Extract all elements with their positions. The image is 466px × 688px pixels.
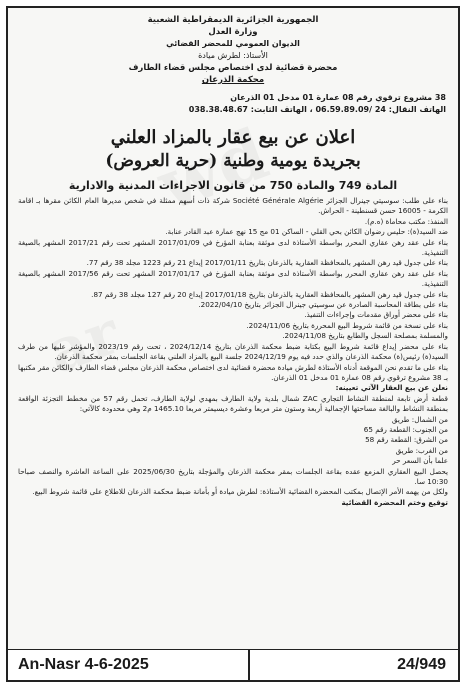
publication-name: An-Nasr 4-6-2025 <box>18 656 149 673</box>
publication-footer <box>8 649 458 680</box>
signature-line: توقيع وختم المحضرة القضائية <box>341 497 448 507</box>
legal-notice <box>6 6 460 682</box>
contact-note: ولكل من يهمه الأمر الإتصال بمكتب المحضرة القضائية الأستاذة: لطرش ميادة أو بأمانة ضبط محكمة الذرعان للاطلاع على قائمة شروط البيع. <box>32 487 448 497</box>
body-paragraph: بناء على جدول قيد رهن المشهر بالمحافظة العقارية بالذرعان بتاريخ 2017/01/11 إيداع 21 رقم 1223 مجلد 38 رقم 77. <box>86 258 448 268</box>
price-note: علما بأن السعر حر <box>392 456 448 466</box>
boundary-north: من الشمال: طريق <box>391 414 448 424</box>
notice-subtitle: بجريدة يومية وطنية (حرية العروض) <box>105 151 361 171</box>
body-paragraph: بناء على جدول قيد رهن المشهر بالمحافظة العقارية بالذرعان بتاريخ 2017/01/18 إيداع 20 رقم 127 مجلد 38 رقم 87. <box>91 289 448 299</box>
body-paragraph: بناء على محضر أوراق مقدمات وإجراءات التنفيذ. <box>304 310 448 320</box>
ministry-name: وزارة العدل <box>208 27 258 37</box>
body-paragraph: المنفذ: مكتب محاماة (ه.م). <box>364 216 448 226</box>
body-paragraph: بناء على عقد رهن عقاري المحرر بواسطة الأستاذة لدى موثقة بعنابة المؤرخ في 2017/01/09 المشهر تحت رقم 2017/21 المشهر بالصيغة التنفيذية. <box>18 237 448 258</box>
property-description: قطعة أرض تابعة لمنطقة النشاط التجاري ZAC شمال بلدية ولاية الطارف بمهدي لولاية الطارف، تحمل رقم 57 من مخطط التجزئة الواقعة بمنطقة النشاط والبالغة مساحتها الإجمالية أربعة وستون متر مربعا وعشرة ديسيمتر مربعا 1465.10 م2 وهي محدودة كالآتي: <box>18 393 448 414</box>
office-address: 38 مشروع ترقوي رقم 08 عمارة 01 مدخل 01 الذرعان <box>230 93 446 102</box>
republic-name: الجمهورية الجزائرية الديمقراطية الشعبية <box>147 15 319 25</box>
body-paragraph: بناء على محضر إيداع قائمة شروط البيع بكتابة ضبط محكمة الذرعان بتاريخ 2024/12/14 ، تحت رقم 2023/19 والمؤشر عليها من طرف السيد(ة) رئيس(ة) محكمة الذرعان والذي حدد فيه يوم 2024/12/19 جلسة البيع بالمزاد العلني بقاعة الجلسات بمقر محكمة الذرعان. <box>18 341 448 362</box>
court-name: محكمة الذرعان <box>201 75 265 85</box>
boundary-south: من الجنوب: القطعة رقم 65 <box>363 424 448 434</box>
office-name: الديوان العمومي للمحضر القضائي <box>166 39 300 48</box>
body-paragraph: بناء على ما تقدم نحن الموقعة أدناه الأستاذة لطرش ميادة محضرة قضائية لدى اختصاص محكمة الذرعان مجلس قضاء الطارف والكائن مقر مكتبها بـ 38 مشروع ترقوي رقم 08 عمارة 01 مدخل 01 الذرعان. <box>18 362 448 382</box>
body-paragraph: بناء على عقد رهن عقاري المحرر بواسطة الأستاذة لدى موثقة بعنابة المؤرخ في 2017/01/17 المشهر تحت رقم 2017/56 المشهر بالصيغة التنفيذية. <box>18 268 448 289</box>
legal-articles: المادة 749 والمادة 750 من قانون الاجراءات المدنية والادارية <box>68 179 398 192</box>
office-reference <box>8 86 458 116</box>
office-phones: الهاتف النقال: 24 /06.59.89.09 ، الهاتف الثابت: 038.38.48.67 <box>188 105 446 114</box>
notice-body <box>8 192 458 508</box>
body-paragraph: بناء على نسخة من قائمة شروط البيع المحررة بتاريخ 2024/11/06. <box>246 320 448 330</box>
boundary-west: من الغرب: طريق <box>395 445 448 455</box>
body-paragraph: والمسلمة بمصلحة السجل والطابع بتاريخ 2024/11/08. <box>282 331 448 341</box>
property-heading: نعلن عن بيع العقار الآتي تعيينه: <box>335 383 448 393</box>
footer-divider <box>248 650 250 680</box>
body-paragraph: ضد السيد(ة): حليس رضوان الكائن بحي القلي - الساكن 01 مج 15 نهج عمارة عبد القادر عنابة. <box>165 227 448 237</box>
sale-date: يحصل البيع العقاري المزمع عقده بقاعة الجلسات بمقر محكمة الذرعان والمؤجلة بتاريخ 2025/06/30 على الساعة العاشرة والنصف صباحا 10:30 سا. <box>18 466 448 486</box>
jurisdiction: محضرة قضائية لدى اختصاص مجلس قضاء الطارف <box>128 63 338 73</box>
notice-number: 24/949 <box>397 656 446 673</box>
body-paragraph: بناء على بطاقة المحاسبة الصادرة عن سوسيتي جينرال الجزائر بتاريخ 2022/04/10. <box>198 300 448 310</box>
officer-name: الأستاذ: لطرش ميادة <box>198 51 268 60</box>
body-paragraph: بناء على طلب: سوسيتي جينرال الجزائر Société Générale Algérie شركة ذات أسهم ممثلة في شخص مديرها العام الكائن مقرها بـ اقامة الكرمة - 16005 حسن قسنطينة - الحراش. <box>18 196 448 216</box>
notice-header <box>8 8 458 86</box>
boundary-east: من الشرق: القطعة رقم 58 <box>365 435 448 445</box>
notice-title: اعلان عن بيع عقار بالمزاد العلني <box>110 127 356 148</box>
